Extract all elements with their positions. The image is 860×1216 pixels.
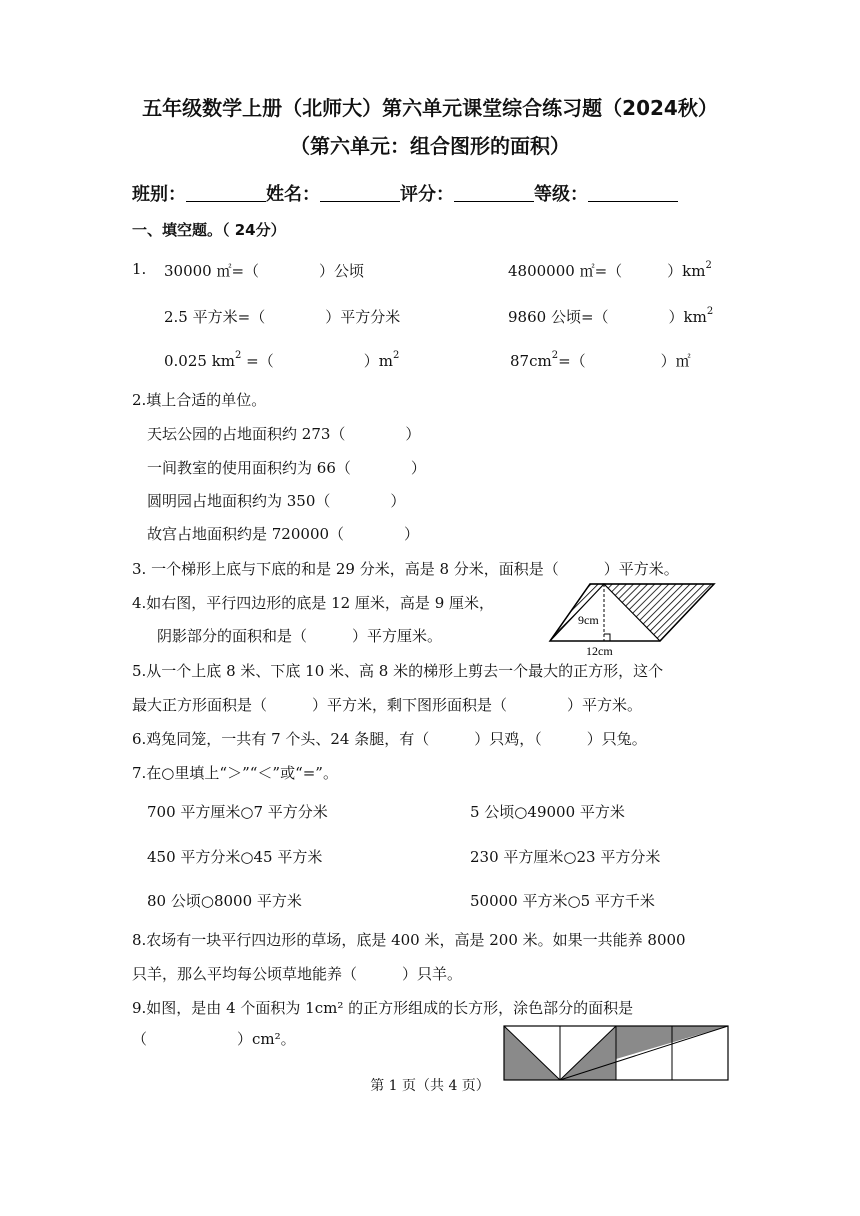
section-1-title: 一、填空题。（ 24分） <box>132 221 286 239</box>
class-label: 班别： <box>132 184 186 205</box>
class-blank[interactable] <box>186 183 266 202</box>
score-blank[interactable] <box>454 183 534 202</box>
grade-label: 等级： <box>534 184 588 205</box>
q4-line2: 阴影部分的面积和是（ ）平方厘米。 <box>157 627 443 645</box>
parallelogram-figure <box>540 578 720 658</box>
base-label: 12cm <box>586 644 613 658</box>
q1-e: 0.025 $km^2$ =（ ）$m^2$ <box>164 350 400 370</box>
q9-line2: （ ）cm²。 <box>132 1030 296 1048</box>
q8-line2: 只羊，那么平均每公顷草地能养（ ）只羊。 <box>132 965 463 983</box>
name-label: 姓名： <box>266 184 320 205</box>
q2-item: 天坛公园的占地面积约 273（ ） <box>147 425 421 443</box>
q6-text: 6.鸡兔同笼，一共有 7 个头、24 条腿，有（ ）只鸡，（ ）只兔。 <box>132 730 647 748</box>
q1-number: 1. <box>132 260 147 278</box>
q2-item: 一间教室的使用面积约为 66（ ） <box>147 459 426 477</box>
q7-item: 50000 平方米○5 平方千米 <box>470 892 655 910</box>
name-blank[interactable] <box>320 183 400 202</box>
shaded-right-triangle <box>604 584 714 641</box>
height-label: 9cm <box>578 613 599 627</box>
q2-item: 故宫占地面积约是 720000（ ） <box>147 525 420 543</box>
q1-c: 2.5 平方米=（ ）平方分米 <box>164 308 401 326</box>
page-footer: 第 1 页（共 4 页） <box>370 1078 490 1094</box>
q9-line1: 9.如图，是由 4 个面积为 1cm² 的正方形组成的长方形，涂色部分的面积是 <box>132 999 634 1017</box>
q3-text: 3. 一个梯形上底与下底的和是 29 分米，高是 8 分米，面积是（ ）平方米。 <box>132 560 679 578</box>
right-angle-mark <box>604 634 610 641</box>
q1-f: $87cm^2=$（ ）㎡ <box>510 350 691 370</box>
q1-a: 30000 ㎡=（ ）公顷 <box>164 262 365 280</box>
q1-b: 4800000 ㎡=（ ）$km^2$ <box>508 260 712 280</box>
info-fields <box>132 180 678 206</box>
q8-line1: 8.农场有一块平行四边形的草场，底是 400 米，高是 200 米。如果一共能养 8000 <box>132 931 686 949</box>
q7-title: 7.在○里填上“＞”“＜”或“=”。 <box>132 764 338 782</box>
q2-title: 2.填上合适的单位。 <box>132 391 267 409</box>
grade-blank[interactable] <box>588 183 678 202</box>
q1-d: 9860 公顷=（ ）$km^2$ <box>508 306 714 326</box>
page-subtitle: （第六单元：组合图形的面积） <box>290 134 570 158</box>
q2-item: 圆明园占地面积约为 350（ ） <box>147 492 406 510</box>
q7-item: 80 公顷○8000 平方米 <box>147 892 302 910</box>
q7-item: 5 公顷○49000 平方米 <box>470 803 625 821</box>
q5-line1: 5.从一个上底 8 米、下底 10 米、高 8 米的梯形上剪去一个最大的正方形，这个 <box>132 662 664 680</box>
q5-line2: 最大正方形面积是（ ）平方米，剩下图形面积是（ ）平方米。 <box>132 696 643 714</box>
score-label: 评分： <box>400 184 454 205</box>
q7-item: 230 平方厘米○23 平方分米 <box>470 848 661 866</box>
q7-item: 450 平方分米○45 平方米 <box>147 848 323 866</box>
page-title: 五年级数学上册（北师大）第六单元课堂综合练习题（2024秋） <box>142 96 718 120</box>
q7-item: 700 平方厘米○7 平方分米 <box>147 803 328 821</box>
q4-line1: 4.如右图，平行四边形的底是 12 厘米，高是 9 厘米， <box>132 594 495 612</box>
